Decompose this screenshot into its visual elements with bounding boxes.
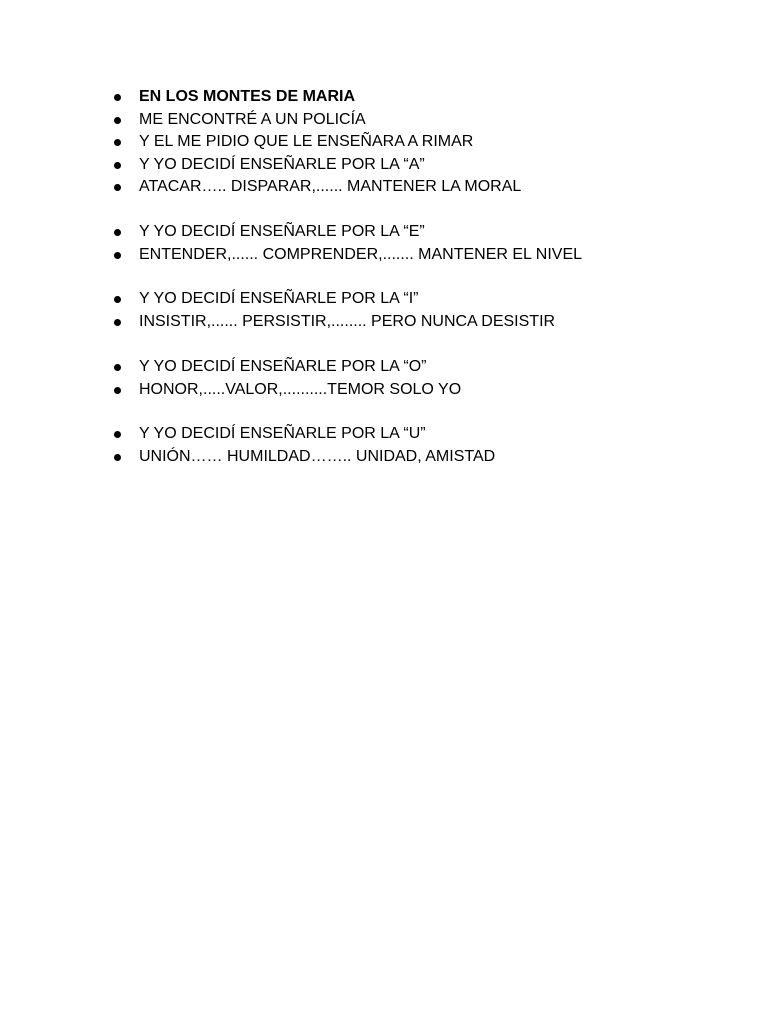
list-item	[112, 109, 521, 132]
verse-line: UNIÓN…… HUMILDAD…….. UNIDAD, AMISTAD	[139, 447, 496, 465]
list-item	[112, 86, 521, 109]
verse-line: Y EL ME PIDIO QUE LE ENSEÑARA A RIMAR	[139, 133, 474, 150]
list-item	[112, 176, 521, 199]
verse-line: Y YO DECIDÍ ENSEÑARLE POR LA “A”	[139, 155, 425, 173]
verse-line: ATACAR….. DISPARAR,...... MANTENER LA MORAL	[139, 178, 522, 195]
verse-line: Y YO DECIDÍ ENSEÑARLE POR LA “E”	[139, 223, 425, 240]
bullet-icon	[114, 94, 121, 101]
bullet-icon	[114, 139, 121, 146]
bullet-icon	[114, 431, 121, 438]
bullet-icon	[114, 296, 121, 303]
bullet-icon	[114, 319, 121, 326]
list-item	[112, 446, 495, 469]
title-line: EN LOS MONTES DE MARIA	[139, 88, 356, 105]
bullet-icon	[114, 162, 121, 169]
list-item	[112, 221, 582, 244]
bullet-icon	[114, 252, 121, 259]
list-item	[112, 244, 582, 267]
verse-line: INSISTIR,...... PERSISTIR,........ PERO NUNCA DESISTIR	[139, 312, 556, 330]
bullet-icon	[114, 454, 121, 461]
bullet-icon	[114, 229, 121, 236]
stanza-3	[112, 288, 555, 333]
stanza-4	[112, 356, 461, 401]
bullet-icon	[114, 184, 121, 191]
verse-line: Y YO DECIDÍ ENSEÑARLE POR LA “I”	[139, 290, 419, 307]
stanza-2	[112, 221, 582, 266]
list-item	[112, 131, 521, 154]
list-item	[112, 311, 555, 334]
list-item	[112, 379, 461, 402]
bullet-icon	[114, 117, 121, 124]
bullet-icon	[114, 387, 121, 394]
verse-line: HONOR,.....VALOR,..........TEMOR SOLO YO	[139, 380, 462, 398]
verse-line: Y YO DECIDÍ ENSEÑARLE POR LA “U”	[139, 425, 426, 442]
verse-line: ENTENDER,...... COMPRENDER,....... MANTENER EL NIVEL	[139, 245, 583, 263]
list-item	[112, 423, 495, 446]
stanza-5	[112, 423, 495, 468]
bullet-icon	[114, 364, 121, 371]
verse-line: ME ENCONTRÉ A UN POLICÍA	[139, 110, 366, 128]
list-item	[112, 356, 461, 379]
stanza-1	[112, 86, 521, 199]
verse-line: Y YO DECIDÍ ENSEÑARLE POR LA “O”	[139, 358, 427, 375]
list-item	[112, 288, 555, 311]
list-item	[112, 154, 521, 177]
